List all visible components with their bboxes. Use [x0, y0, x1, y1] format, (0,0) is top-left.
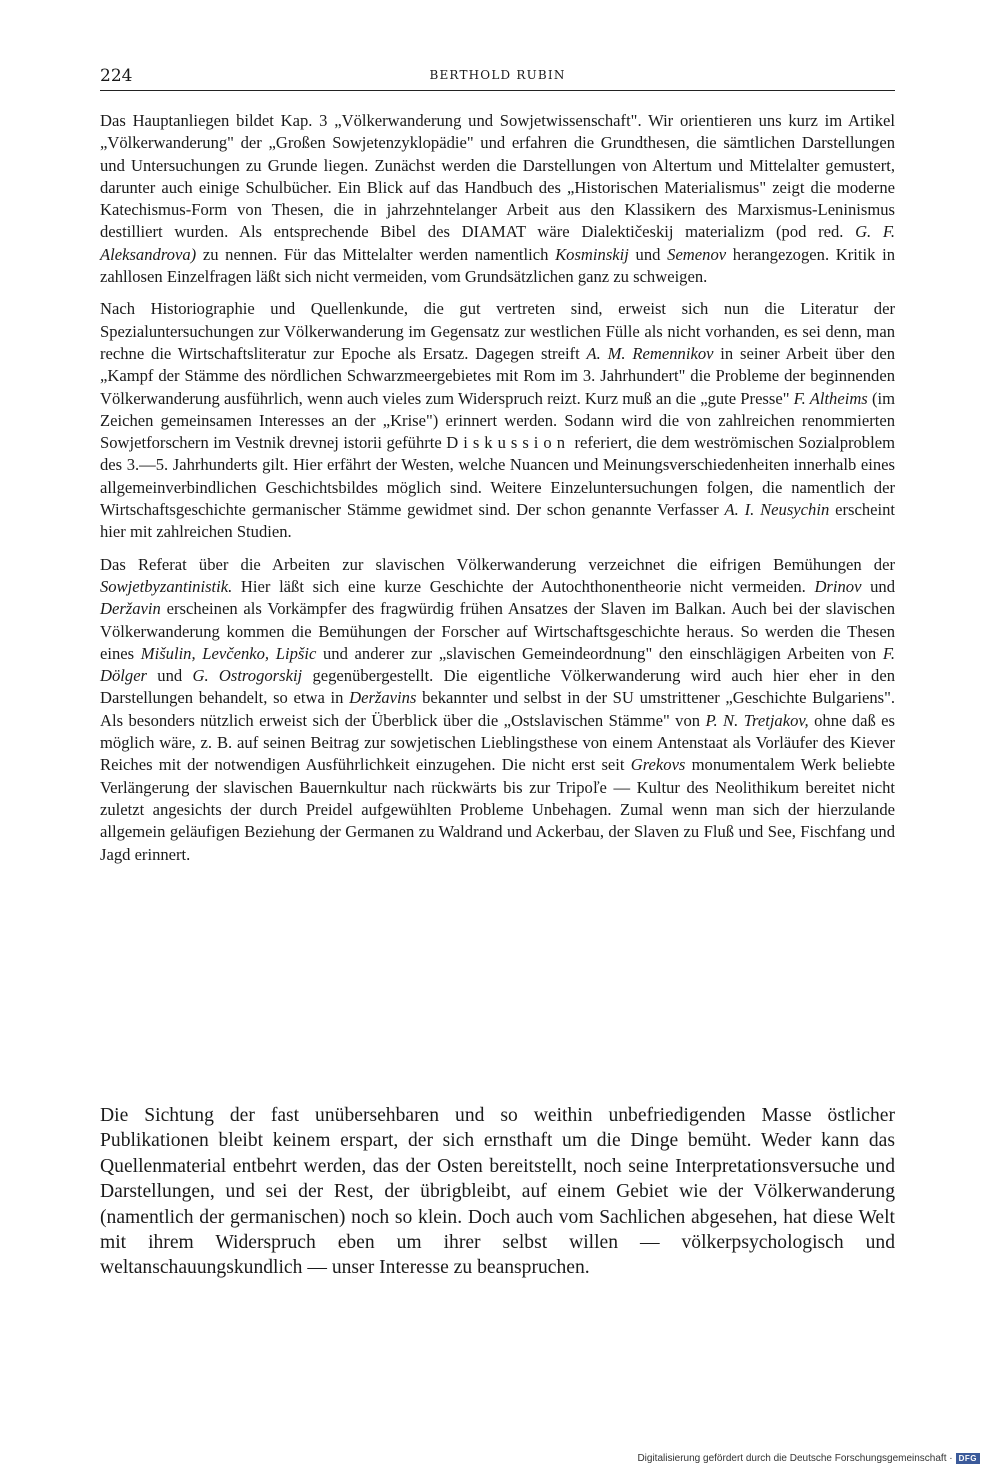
paragraph-3-text-9: ohne daß es möglich wäre, z. B. auf seinen Beitrag zur sowjetischen Lieblingsthese von einem Antenstaat als Vorläufer des Kiever Reiches mit der notwendigen Ausführlichkeit einzugehen. Die nicht erst seit — [100, 710, 895, 775]
paragraph-3-text-2: Hier läßt sich eine kurze Geschichte der Autochthonentheorie nicht vermeiden. — [232, 576, 815, 596]
paragraph-3-author-7: Deržavins — [349, 688, 417, 708]
paragraph-3-text-1: Das Referat über die Arbeiten zur slavischen Völkerwanderung verzeichnet die eifrigen Bemühungen der — [100, 554, 895, 574]
paragraph-2-author-3: A. I. Neusychin — [724, 500, 830, 520]
paragraph-1-author-1: G. F. Aleksandrova) — [100, 222, 895, 264]
paragraph-1-text-3: und — [628, 244, 668, 264]
paragraph-3-italic-1: Sowjetbyzantinistik. — [100, 576, 233, 596]
paragraph-3-author-9: Grekovs — [630, 755, 686, 775]
body-text — [100, 110, 895, 876]
paragraph-1-text-1: Das Hauptanliegen bildet Kap. 3 „Völkerwanderung und Sowjetwissenschaft". Wir orientieren uns kurz im Artikel „Völkerwanderung" der „Großen Sowjetenzyklopädie" und erfahren die Grundthesen, die sämtlichen Darstellungen und Untersuchungen zu Grunde liegen. Zunächst werden die Darstellungen von Altertum und Mittelalter gemustert, darunter auch einige Schulbücher. Ein Blick auf das Handbuch des „Historischen Materialismus" zeigt die moderne Katechismus-Form von Thesen, die in jahrzehntelanger Arbeit aus den Klassikern des Marxismus-Leninismus destilliert wurden. Als entsprechende Bibel des DIAMAT wäre Dialektičeskij materializm (pod red. — [100, 111, 895, 242]
digitization-footer — [637, 1453, 980, 1464]
paragraph-2-text-4: referiert, die dem weströmischen Sozialproblem des 3.—5. Jahrhunderts gilt. Hier erfährt der Westen, welche Nuancen und Meinungsverschiedenheiten innerhalb eines allgemeinverbindlichen Geschichtsbildes möglich sind. Weitere Einzeluntersuchungen folgen, die namentlich der Wirtschaftsgeschichte germanischer Stämme gewidmet sind. Der schon genannte Verfasser — [100, 433, 895, 520]
page-header — [100, 64, 895, 91]
paragraph-2-spaced-word: Diskussion — [446, 433, 570, 453]
paragraph-3-author-3: Deržavin — [100, 599, 161, 619]
paragraph-3-author-6: G. Ostrogorskij — [192, 666, 303, 686]
paragraph-3-text-3: und — [861, 576, 895, 596]
paragraph-4: Die Sichtung der fast unübersehbaren und so weithin unbefriedigenden Masse östlicher Publikationen bleibt keinem erspart, der sich ernsthaft um die Dinge bemüht. Weder kann das Quellenmaterial entbehrt werden, das der Osten bereitstellt, noch seine Interpretationsversuche und Darstellungen, und sei der Rest, der übrigbleibt, auf einem Gebiet wie der Völkerwanderung (namentlich der germanischen) noch so klein. Doch auch vom Sachlichen abgesehen, hat diese Welt mit ihrem Widerspruch eben um ihrer selbst willen — völkerpsychologisch und weltanschauungskundlich — unser Interesse zu beanspruchen. — [100, 1105, 895, 1279]
paragraph-1-author-3: Semenov — [667, 244, 727, 264]
paragraph-2-text-3: (im Zeichen gemeinsamen Interesses an der „Krise") erinnert werden. Sodann wird die von zahlreichen renommierten Sowjetforschern im Vestnik drevnej istorii geführte — [100, 388, 895, 453]
dfg-logo: DFG — [956, 1453, 980, 1464]
paragraph-3-text-7: gegenübergestellt. Die eigentliche Völkerwanderung wird auch hier eher in den Darstellungen behandelt, so etwa in — [100, 666, 896, 708]
paragraph-1 — [100, 110, 895, 288]
paragraph-3-author-5: F. Dölger — [100, 643, 895, 686]
paragraph-1-text-4: herangezogen. Kritik in zahllosen Einzelfragen läßt sich nicht vermeiden, vom Grundsätzlichen ganz zu schweigen. — [100, 244, 895, 287]
paragraph-3-text-5: und anderer zur „slavischen Gemeindeordnung" den einschlägigen Arbeiten von — [316, 643, 883, 663]
paragraph-3-text-8: bekannter und selbst in der SU umstrittener „Geschichte Bulgariens". Als besonders nützlich erweist sich der Überblick über die „Ostslavischen Stämme" von — [100, 688, 895, 730]
page-number: 224 — [100, 66, 133, 86]
paragraph-1-author-2: Kosminskij — [555, 244, 629, 264]
paragraph-3-text-4: erscheinen als Vorkämpfer des fragwürdig frühen Ansatzes der Slaven im Balkan. Auch bei der slavischen Völkerwanderung kommen die Bemühungen der Forscher auf Wirtschaftsgeschichte heraus. So werden die Thesen eines — [100, 599, 895, 663]
paragraph-3-author-8: P. N. Tretjakov, — [705, 710, 809, 730]
paragraph-3-author-4: Mišulin, Levčenko, Lipšic — [140, 643, 317, 663]
paragraph-2 — [100, 298, 895, 543]
paragraph-3-text-6: und — [147, 666, 193, 686]
paragraph-1-text-2: zu nennen. Für das Mittelalter werden namentlich — [196, 244, 556, 264]
footer-text: Digitalisierung gefördert durch die Deutsche Forschungsgemeinschaft · — [637, 1453, 953, 1464]
running-head: BERTHOLD RUBIN — [429, 68, 566, 82]
paragraph-2-author-1: A. M. Remennikov — [586, 343, 714, 363]
paragraph-3 — [100, 554, 895, 866]
paragraph-2-author-2: F. Altheims — [793, 388, 868, 408]
paragraph-3-author-2: Drinov — [814, 576, 862, 596]
paragraph-2-text-5: erscheint hier mit zahlreichen Studien. — [100, 500, 895, 542]
conclusion — [100, 1103, 895, 1281]
paragraph-2-text-1: Nach Historiographie und Quellenkunde, die gut vertreten sind, erweist sich nun die Literatur der Spezialuntersuchungen zur Völkerwanderung im Gegensatz zur westlichen Fülle als nicht vorhanden, es sei denn, man rechne die Wirtschaftsliteratur zur Epoche als Ersatz. Dagegen streift — [100, 299, 895, 363]
paragraph-2-text-2: in seiner Arbeit über den „Kampf der Stämme des nördlichen Schwarzmeergebietes mit Rom im 3. Jahrhundert" die Probleme der beginnenden Völkerwanderung ausführlich, wenn auch vieles zum Widerspruch reizt. Kurz muß an die „gute Presse" — [100, 343, 895, 408]
paragraph-3-text-10: monumentalem Werk beliebte Verlängerung der slavischen Bauernkultur nach rückwärts bis zur Tripoľe — Kultur des Neolithikum bereitet nicht zuletzt angesichts der durch Preidel aufgewühlten Probleme Unbehagen. Zumal wenn man sich der hierzulande allgemein geläufigen Beziehung der Germanen zu Waldrand und Ackerbau, der Slaven zu Fluß und See, Fischfang und Jagd erinnert. — [100, 755, 895, 864]
